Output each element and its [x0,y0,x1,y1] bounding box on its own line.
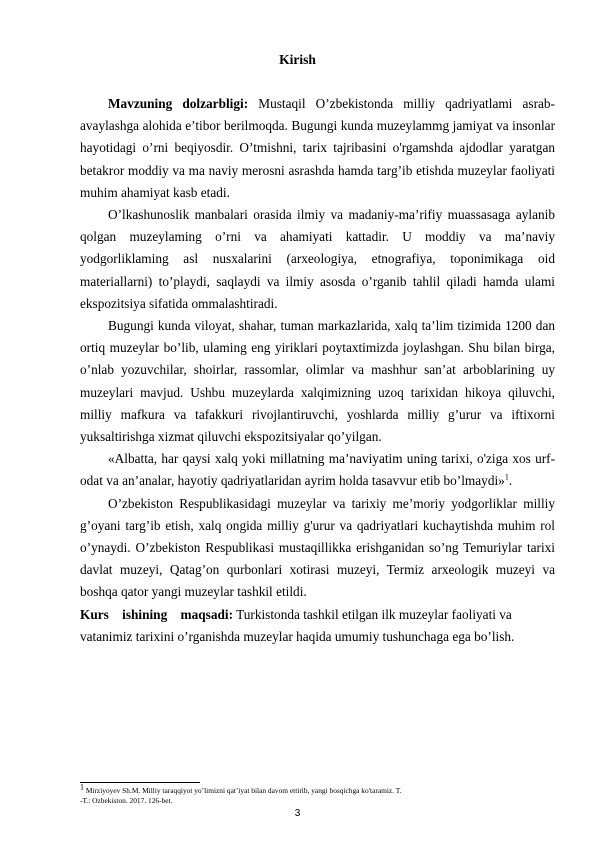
paragraph-quote [80,448,555,492]
quote-tail: . [508,473,513,489]
body-text [80,93,555,648]
paragraph-uzbek-museums: O’zbekiston Respublikasidagi muzeylar va tarixiy me’moriy yodgorliklar milliy g’oyani targ’ib etish, xalq ongida milliy g'urur va qadriyatlari kuchaytishda muhim rol o’ynaydi. O’zbekiston Respublikasi mustaqillikka erishganidan so’ng Temuriylar tarixi davlat muzeyi, Qatag’on qurbonlari xotirasi muzeyi, Termiz arxeologik muzeyi va boshqa qator yangi muzeylar tashkil etildi. [80,495,555,600]
course-goal-text: Turkistonda tashkil etilgan ilk muzeylar faoliyati va vatanimiz tarixini o’rganishda muzeylar haqida umumiy tushunchaga ega bo’lish. [80,606,515,644]
relevance-label: Mavzuning dolzarbligi: [108,96,249,111]
page-number: 3 [294,808,301,819]
paragraph-course-goal [80,604,555,648]
course-goal-label: Kurs ishining maqsadi: [80,606,234,622]
footnote [80,782,555,806]
paragraph-relevance [80,93,555,204]
section-title: Kirish [279,52,316,67]
quote-text: «Albatta, har qaysi xalq yoki millatning ma’naviyatim uning tarixi, o'ziga xos urf-odat va an’analar, hayotiy qadriyatlaridan ayrim holda tasavvur etib bo’lmaydi» [80,451,555,489]
paragraph-museums-count: Bugungi kunda viloyat, shahar, tuman markazlarida, xalq ta’lim tizimida 1200 dan ortiq muzeylar bo’lib, ulaming eng yiriklari poytaxtimizda joylashgan. Shu bilan birga, o’nlab yozuvchilar, shoirlar, rassomlar, olimlar va mashhur san’at arboblarining uy muzeylari mavjud. Ushbu muzeylarda xalqimizning uzoq tarixidan hikoya qiluvchi, milliy mafkura va tafakkuri rivojlantiruvchi, yoshlarda milliy g’urur va iftixorni yuksaltirishga xizmat qiluvchi ekspozitsiyalar qo’yilgan. [80,318,555,445]
footnote-line-2: -T.: Ozbekiston. 2017. 126-bet. [80,796,173,805]
footnote-divider [80,782,200,783]
footnote-line-1 [80,782,555,796]
footnote-ref: 1 [504,473,509,483]
footnote-mark: 1 [80,782,84,792]
paragraph-text: Mustaqil O’zbekistonda milliy qadriyatlami asrab-avaylashga alohida e’tibor berilmoqda. Bugungi kunda muzeylammg jamiyat va insonlar hayotidagi o’rni beqiyosdir. O’tmishni, tarix tajribasini o'rgamshda ajdodlar yaratgan betakror moddiy va ma naviy merosni asrashda hamda targ’ib etishda muzeylar faoliyati muhim ahamiyat kasb etadi. [80,96,555,200]
footnote-text: Mirziyoyev Sh.M. Milliy taraqqiyot yo’limizni qat’iyat bilan davom ettirib, yangi bosqichga ko'taramiz. T. [84,786,402,795]
paragraph-local-history: O’lkashunoslik manbalari orasida ilmiy va madaniy-ma’rifiy muassasaga aylanib qolgan muzeylaming o’rni va ahamiyati kattadir. U moddiy va ma’naviy yodgorliklaming asl nusxalarini (arxeologiya, etnografiya, toponimikaga oid materiallarni) to’playdi, saqlaydi va ilmiy asosda o’rganib tahlil qiladi hamda ulami ekspozitsiya sifatida ommalashtiradi. [80,207,555,311]
